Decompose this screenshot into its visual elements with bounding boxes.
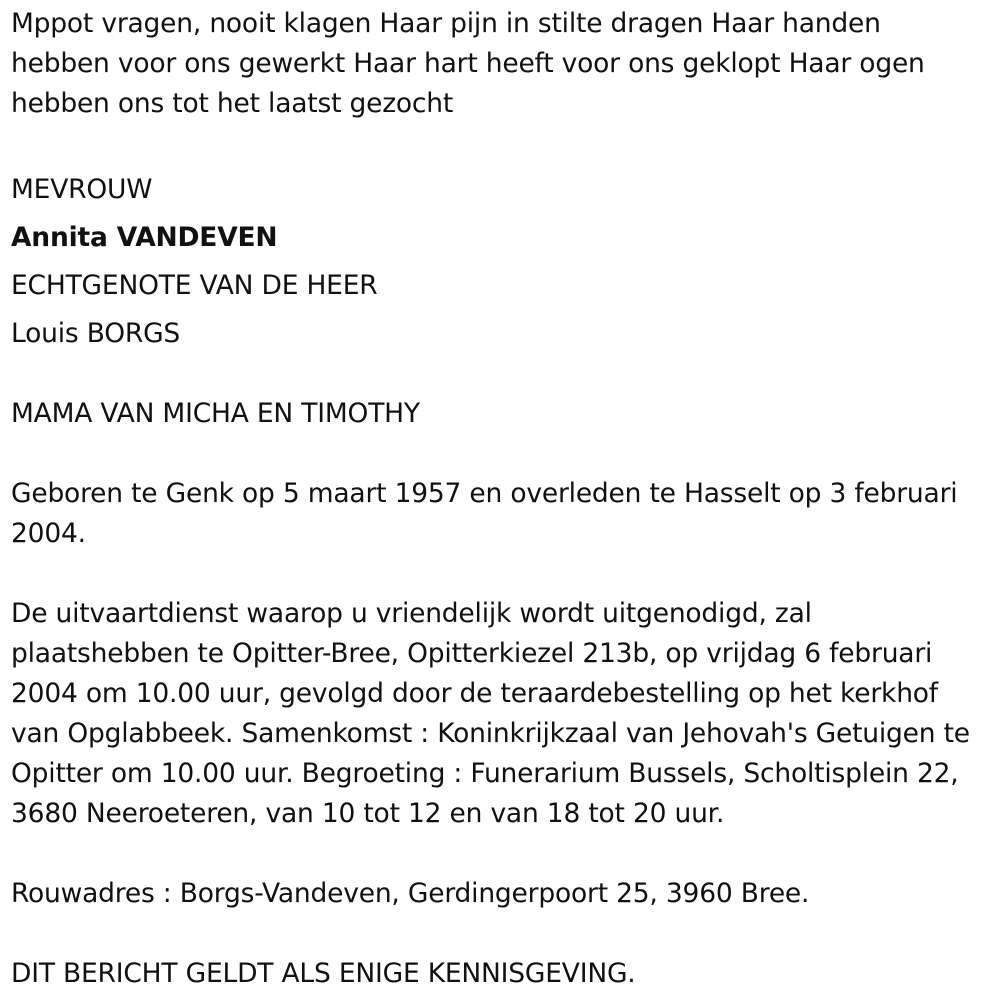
spacer (11, 834, 986, 874)
spacer (11, 914, 986, 954)
funeral-info-text: De uitvaartdienst waarop u vriendelijk wordt uitgenodigd, zal plaatshebben te Opitter-Bree, Opitterkiezel 213b, op vrijdag 6 februari 2004 om 10.00 uur, gevolgd door de teraardebestelling op het kerkhof van Opglabbeek. Samenkomst : Koninkrijkzaal van Jehovah's Getuigen te Opitter om 10.00 uur. Begroeting : Funerarium Bussels, Scholtisplein 22, 3680 Neeroeteren, van 10 tot 12 en van 18 tot 20 uur. (11, 598, 970, 829)
children-text: MAMA VAN MICHA EN TIMOTHY (11, 398, 420, 429)
spacer (11, 354, 986, 394)
notice-text: DIT BERICHT GELDT ALS ENIGE KENNISGEVING. (11, 958, 636, 989)
death-notice-document (11, 4, 986, 994)
deceased-name: Annita VANDEVEN (11, 222, 278, 253)
spacer (11, 434, 986, 474)
spouse-name: Louis BORGS (11, 318, 181, 349)
mourning-address-text: Rouwadres : Borgs-Vandeven, Gerdingerpoort 25, 3960 Bree. (11, 878, 810, 909)
salutation-text: MEVROUW (11, 174, 153, 205)
spouse-title: ECHTGENOTE VAN DE HEER (11, 270, 378, 301)
poem-text: Mppot vragen, nooit klagen Haar pijn in stilte dragen Haar handen hebben voor ons gewerkt Haar hart heeft voor ons geklopt Haar ogen hebben ons tot het laatst gezocht (11, 8, 925, 119)
spacer (11, 554, 986, 594)
birth-death-text: Geboren te Genk op 5 maart 1957 en overleden te Hasselt op 3 februari 2004. (11, 478, 958, 549)
spacer (11, 124, 986, 164)
